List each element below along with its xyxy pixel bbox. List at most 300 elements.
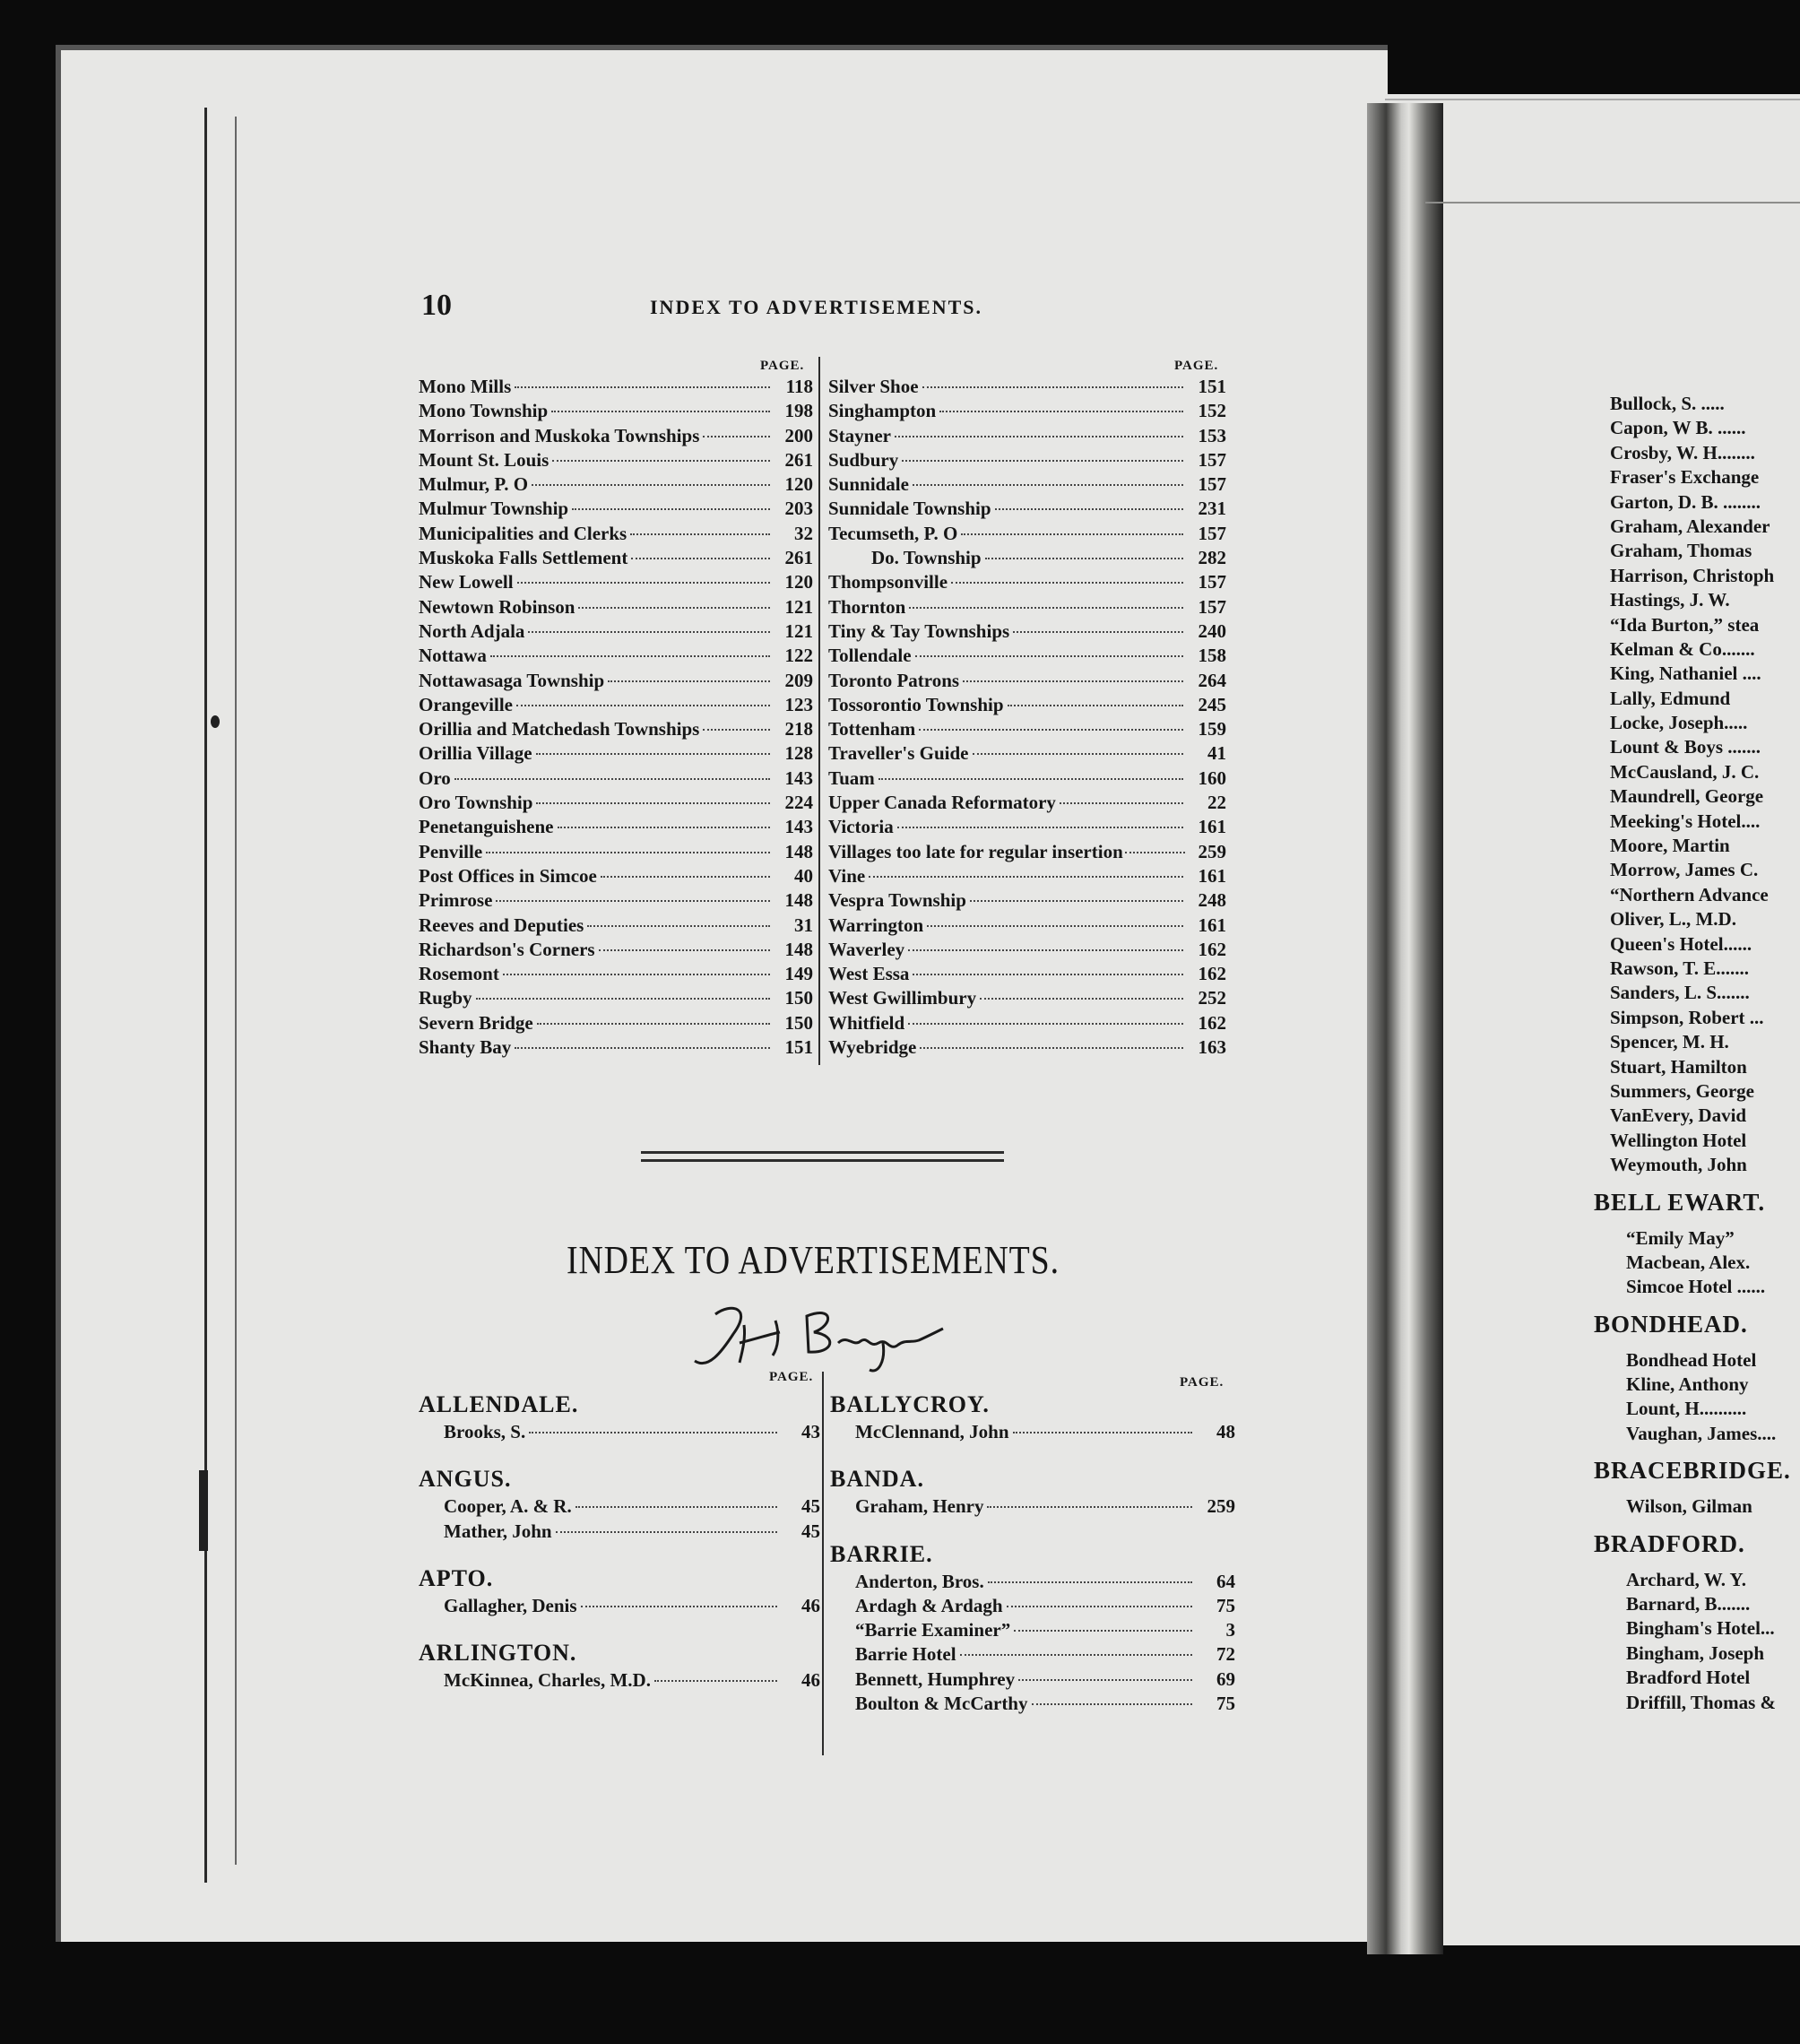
entry-page: 123 [784,693,813,715]
page-column-label: PAGE. [1180,1375,1225,1390]
dot-leader [529,1432,777,1433]
ink-mark [211,715,220,728]
facing-entry: Hastings, J. W. [1610,589,1730,611]
dot-leader [608,680,770,682]
entry-name: Vespra Township [828,889,966,912]
entry-page: 162 [1198,963,1226,985]
dot-leader [556,1531,777,1533]
facing-entry: Weymouth, John [1610,1154,1747,1176]
entry-name: West Essa [828,963,910,985]
facing-entry: King, Nathaniel .... [1610,663,1761,685]
ads-section [830,1390,1235,1444]
entry-name: Orillia Village [419,742,532,765]
index-entry [828,644,1226,668]
dot-leader [503,974,770,975]
page-edge-line [235,117,237,1865]
entry-name: North Adjala [419,619,525,642]
entry-page: 69 [1216,1667,1235,1690]
facing-entry: Moore, Martin [1610,835,1730,857]
index-entry [828,766,1226,791]
ads-section [830,1464,1235,1519]
index-entry [828,472,1226,497]
ads-entry [419,1594,820,1618]
dot-leader [558,827,770,828]
facing-entry: Graham, Alexander [1610,515,1770,537]
entry-name: Newtown Robinson [419,595,575,618]
entry-name: Tuam [828,766,875,789]
dot-leader [970,900,1183,902]
index-entry [419,791,813,815]
index-entry [419,864,813,888]
entry-name: Richardson's Corners [419,938,595,960]
facing-section-title: BRACEBRIDGE. [1594,1457,1791,1485]
entry-name: “Barrie Examiner” [855,1619,1011,1641]
entry-page: 3 [1225,1619,1235,1641]
dot-leader [963,680,1183,682]
entry-name: Do. Township [871,547,982,569]
section-title: BANDA. [830,1466,924,1493]
index-entry [828,815,1226,839]
dot-leader [536,802,770,804]
index-entry [419,741,813,766]
entry-name: Gallagher, Denis [444,1594,577,1616]
dot-leader [895,436,1183,437]
dot-leader [913,974,1183,975]
dot-leader [486,852,770,853]
entry-page: 161 [1198,914,1226,936]
index-entry [419,619,813,644]
section-title: APTO. [419,1564,494,1591]
entry-page: 41 [1207,742,1226,765]
entry-page: 240 [1198,619,1226,642]
dot-leader [587,925,770,927]
facing-entry: Sanders, L. S....... [1610,982,1750,1004]
index-entry [828,497,1226,521]
entry-name: Shanty Bay [419,1036,512,1059]
dot-leader [516,705,770,706]
facing-entry: Lount, H.......... [1626,1398,1747,1420]
dot-leader [980,998,1183,1000]
facing-entry: Crosby, W. H........ [1610,441,1755,463]
entry-page: 75 [1216,1594,1235,1616]
index-entry [419,546,813,570]
entry-page: 259 [1207,1495,1235,1518]
entry-name: Brooks, S. [444,1421,526,1442]
index-entry [419,938,813,962]
ads-section [419,1638,820,1693]
dot-leader [599,949,770,951]
index-entry [419,424,813,448]
index-entry [828,570,1226,594]
index-entry [419,962,813,986]
entry-page: 218 [784,718,813,741]
entry-name: Tossorontio Township [828,693,1004,715]
entry-page: 72 [1216,1643,1235,1666]
dot-leader [537,1023,770,1025]
dot-leader [1032,1703,1193,1705]
facing-entry: Garton, D. B. ........ [1610,490,1761,513]
ads-section [419,1390,820,1444]
entry-name: Mather, John [444,1520,552,1542]
ads-entry [830,1570,1235,1594]
facing-entry: Oliver, L., M.D. [1610,908,1736,931]
dot-leader [552,460,770,462]
entry-name: Anderton, Bros. [855,1570,984,1592]
dot-leader [654,1680,777,1682]
facing-entry: Bingham's Hotel... [1626,1617,1775,1640]
entry-name: Ardagh & Ardagh [855,1594,1003,1616]
dot-leader [927,925,1183,927]
dot-leader [919,729,1183,731]
facing-page-column [1594,392,1800,1715]
index-entry [419,1035,813,1060]
facing-entry: Kline, Anthony [1626,1373,1749,1396]
ads-index-right-column [830,1390,1235,1716]
entry-name: Boulton & McCarthy [855,1693,1028,1715]
facing-section-title: BONDHEAD. [1594,1310,1748,1338]
column-divider [822,1372,824,1755]
entry-name: Bennett, Humphrey [855,1667,1016,1690]
dot-leader [1125,852,1185,853]
handwritten-signature [690,1298,950,1379]
entry-name: Cooper, A. & R. [444,1495,572,1518]
ads-entry [830,1692,1235,1716]
index-entry [419,669,813,693]
index-entry [828,717,1226,741]
dot-leader [939,411,1183,412]
book-gutter [1367,103,1443,1954]
entry-page: 264 [1198,669,1226,691]
entry-name: Villages too late for regular insertion [828,840,1123,862]
facing-entry: Graham, Thomas [1610,540,1752,562]
dot-leader [572,508,770,510]
entry-name: Rosemont [419,963,499,985]
entry-page: 149 [784,963,813,985]
entry-page: 122 [784,645,813,667]
entry-name: Post Offices in Simcoe [419,864,597,887]
ads-entry [830,1594,1235,1618]
dot-leader [631,558,770,559]
entry-name: Oro [419,766,451,789]
entry-name: Tollendale [828,645,912,667]
entry-name: Orillia and Matchedash Townships [419,718,700,741]
entry-page: 157 [1198,595,1226,618]
entry-page: 143 [784,816,813,838]
top-index-right-column [828,375,1226,1060]
facing-entry: Morrow, James C. [1610,859,1759,881]
dot-leader [536,753,770,755]
entry-name: Tiny & Tay Townships [828,619,1010,642]
dot-leader [909,607,1183,609]
entry-name: Severn Bridge [419,1011,533,1034]
index-entry [828,914,1226,938]
page-title: INDEX TO ADVERTISEMENTS. [567,1238,1060,1282]
entry-page: 159 [1198,718,1226,741]
section-rule [641,1151,1004,1154]
entry-page: 151 [784,1036,813,1059]
dot-leader [922,386,1183,388]
page-edge-line [204,108,207,1883]
entry-name: Tecumseth, P. O [828,522,958,544]
index-entry [828,669,1226,693]
entry-page: 148 [784,840,813,862]
facing-entry: Meeking's Hotel.... [1610,810,1761,832]
column-divider [818,357,820,1065]
facing-entry: Locke, Joseph..... [1610,712,1748,734]
index-entry [419,888,813,913]
facing-entry: “Northern Advance [1610,883,1769,905]
dot-leader [703,436,770,437]
index-entry [828,962,1226,986]
entry-name: Upper Canada Reformatory [828,792,1056,814]
entry-page: 203 [784,498,813,520]
entry-page: 224 [784,792,813,814]
entry-page: 150 [784,1011,813,1034]
entry-page: 45 [801,1495,820,1518]
entry-name: Nottawa [419,645,487,667]
entry-page: 64 [1216,1570,1235,1592]
entry-page: 75 [1216,1693,1235,1715]
section-title: ANGUS. [419,1466,512,1493]
section-title: BARRIE. [830,1540,933,1567]
entry-name: New Lowell [419,571,514,593]
index-entry [419,766,813,791]
page-top-edge [1425,202,1800,204]
entry-page: 46 [801,1669,820,1692]
dot-leader [987,1506,1192,1508]
top-index-left-column [419,375,813,1060]
entry-name: Oro Township [419,792,533,814]
ads-entry [830,1618,1235,1642]
facing-entry: Simpson, Robert ... [1610,1006,1764,1028]
facing-entry: Vaughan, James.... [1626,1422,1777,1444]
facing-entry: Stuart, Hamilton [1610,1055,1747,1078]
facing-section-title: BRADFORD. [1594,1529,1745,1557]
entry-page: 163 [1198,1036,1226,1059]
facing-entry: Fraser's Exchange [1610,466,1760,489]
dot-leader [1060,802,1183,804]
index-entry [419,693,813,717]
entry-name: Warrington [828,914,924,936]
entry-name: Orangeville [419,693,513,715]
index-entry [419,448,813,472]
dot-leader [454,778,770,780]
dot-leader [490,655,770,657]
entry-page: 252 [1198,987,1226,1009]
index-entry [828,399,1226,423]
dot-leader [528,631,770,633]
entry-page: 157 [1198,522,1226,544]
index-entry [828,522,1226,546]
facing-entry: Simcoe Hotel ...... [1626,1276,1766,1298]
facing-section-title: BELL EWART. [1594,1188,1766,1216]
entry-name: Municipalities and Clerks [419,522,627,544]
facing-entry: “Emily May” [1626,1226,1735,1249]
dot-leader [915,655,1183,657]
entry-page: 158 [1198,645,1226,667]
index-entry [419,644,813,668]
entry-name: Whitfield [828,1011,905,1034]
index-entry [828,840,1226,864]
entry-name: McClennand, John [855,1421,1009,1442]
entry-name: Reeves and Deputies [419,914,584,936]
entry-page: 48 [1216,1421,1235,1442]
entry-name: West Gwillimbury [828,987,977,1009]
facing-entry: Bondhead Hotel [1626,1348,1757,1371]
facing-entry: Wellington Hotel [1610,1129,1747,1151]
dot-leader [988,1581,1192,1583]
index-entry [828,741,1226,766]
entry-name: Singhampton [828,400,937,422]
facing-entry: Wilson, Gilman [1626,1495,1752,1518]
facing-entry: Capon, W B. ...... [1610,417,1746,439]
index-entry [828,375,1226,399]
dot-leader [476,998,770,1000]
dot-leader [878,778,1183,780]
index-entry [419,986,813,1010]
entry-page: 143 [784,766,813,789]
index-entry [419,840,813,864]
dot-leader [908,949,1183,951]
facing-entry: Bradford Hotel [1626,1667,1751,1689]
page-column-label: PAGE. [1174,359,1219,373]
section-title: ALLENDALE. [419,1391,579,1417]
entry-page: 128 [784,742,813,765]
facing-entry: Macbean, Alex. [1626,1251,1751,1273]
entry-name: Tottenham [828,718,916,741]
entry-page: 157 [1198,448,1226,471]
dot-leader [973,753,1183,755]
page-number: 10 [421,289,452,322]
entry-name: Victoria [828,816,894,838]
index-entry [419,595,813,619]
entry-name: Nottawasaga Township [419,669,605,691]
entry-name: Mount St. Louis [419,448,550,471]
entry-page: 209 [784,669,813,691]
facing-entry: Summers, George [1610,1079,1754,1102]
entry-name: Sudbury [828,448,899,471]
entry-page: 162 [1198,938,1226,960]
entry-page: 259 [1198,840,1226,862]
index-entry [828,888,1226,913]
index-entry [419,717,813,741]
page-top-edge [1385,99,1800,100]
entry-name: Graham, Henry [855,1495,984,1518]
ads-entry [830,1420,1235,1444]
entry-page: 148 [784,938,813,960]
entry-page: 157 [1198,473,1226,496]
entry-name: Wyebridge [828,1036,917,1059]
dot-leader [1014,1630,1192,1632]
entry-page: 121 [784,619,813,642]
index-entry [828,1011,1226,1035]
ads-section [830,1539,1235,1717]
page-column-label: PAGE. [760,359,805,373]
dot-leader [1013,1432,1192,1433]
facing-entry: Kelman & Co....... [1610,637,1755,660]
dot-leader [902,460,1183,462]
entry-name: Sunnidale [828,473,909,496]
ads-entry [419,1494,820,1519]
entry-name: Primrose [419,889,493,912]
entry-page: 32 [794,522,813,544]
entry-name: Mono Township [419,400,549,422]
entry-name: Waverley [828,938,905,960]
index-entry [419,1011,813,1035]
ads-entry [830,1642,1235,1667]
entry-name: Thornton [828,595,906,618]
dot-leader [897,827,1183,828]
facing-entry: “Ida Burton,” stea [1610,613,1760,636]
index-entry [828,424,1226,448]
entry-page: 148 [784,889,813,912]
entry-page: 248 [1198,889,1226,912]
entry-name: Vine [828,864,866,887]
entry-name: Stayner [828,424,891,446]
ads-entry [419,1520,820,1544]
entry-page: 160 [1198,766,1226,789]
entry-name: Penetanguishene [419,816,554,838]
entry-page: 31 [794,914,813,936]
dot-leader [517,582,770,584]
facing-entry: Rawson, T. E....... [1610,957,1750,979]
entry-page: 162 [1198,1011,1226,1034]
facing-entry: Barnard, B....... [1626,1593,1751,1615]
index-entry [828,791,1226,815]
dot-leader [951,582,1183,584]
ads-entry [830,1667,1235,1692]
dot-leader [515,386,770,388]
facing-entry: Driffill, Thomas & [1626,1691,1777,1713]
entry-page: 161 [1198,816,1226,838]
ads-section [419,1464,820,1544]
index-entry [828,1035,1226,1060]
entry-page: 120 [784,473,813,496]
ads-index-left-column [419,1390,820,1693]
ads-section [419,1563,820,1618]
dot-leader [985,558,1183,559]
dot-leader [703,729,770,731]
dot-leader [581,1606,777,1607]
dot-leader [630,533,770,535]
facing-entry: Bingham, Joseph [1626,1641,1765,1664]
entry-name: Morrison and Muskoka Townships [419,424,700,446]
entry-page: 22 [1207,792,1226,814]
entry-page: 46 [801,1594,820,1616]
section-title: BALLYCROY. [830,1391,990,1417]
entry-page: 198 [784,400,813,422]
entry-name: Mulmur, P. O [419,473,529,496]
dot-leader [1013,631,1183,633]
dot-leader [908,1023,1183,1025]
dot-leader [913,484,1183,486]
index-entry [419,375,813,399]
entry-page: 261 [784,448,813,471]
dot-leader [995,508,1183,510]
ads-entry [419,1420,820,1444]
index-entry [419,522,813,546]
facing-entry: Maundrell, George [1610,785,1764,808]
facing-entry: Harrison, Christoph [1610,564,1775,586]
dot-leader [551,411,770,412]
facing-entry: Archard, W. Y. [1626,1568,1747,1590]
entry-name: Penville [419,840,483,862]
dot-leader [496,900,770,902]
dot-leader [601,876,770,878]
ads-entry [830,1494,1235,1519]
entry-page: 150 [784,987,813,1009]
page-column-label: PAGE. [769,1370,814,1384]
